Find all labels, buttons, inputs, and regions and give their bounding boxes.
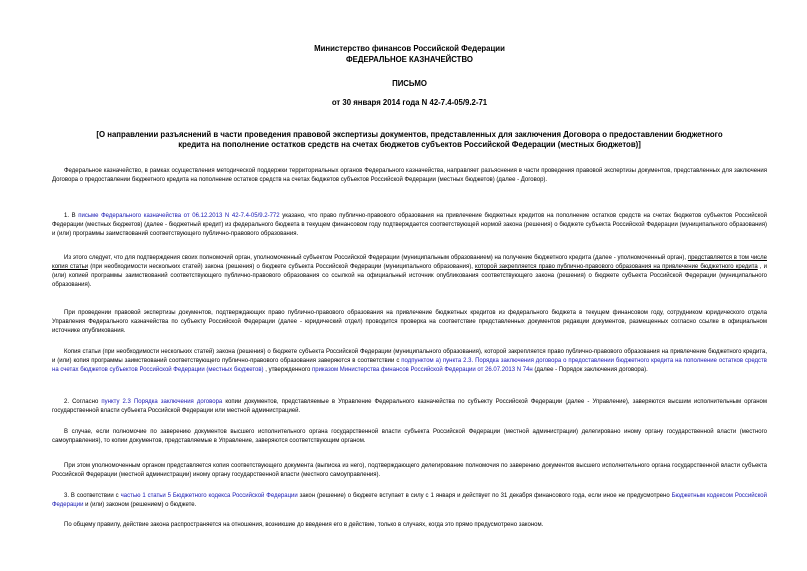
link-treasury-letter-2013[interactable]: письме Федерального казначейства от 06.12.2013 N 42-7.4-05/9.2-772 [78,213,280,219]
link-procedure-clause-2-3-a[interactable]: подпунктом а) пункта 2.3. Порядка заключения договора о предоставлении бюджетного кредита на пополнение остатков средств на счетах бюджетов субъектов Российской Федерации (местных бюджетов) [52,358,767,374]
agency-name: ФЕДЕРАЛЬНОЕ КАЗНАЧЕЙСТВО [346,55,473,64]
paragraph-5 [52,398,767,416]
paragraph-1-text-b: указано, что право публично-правового образования на привлечение бюджетных кредитов на пополнение остатков средств на счетах бюджетов субъектов Российской Федерации (местных бюджетов) (далее - бюджетный кредит) из федерального бюджета в текущем финансовом году подтверждается соответствующей нормой закона (решения) о бюджете субъекта Российской Федерации (муниципального образования) и (или) программы заимствований соответствующего публично-правового образования. [52,213,768,238]
paragraph-4-text-c: (далее - Порядок заключения договора). [532,367,648,374]
paragraph-1-text-a: 1. В [64,213,79,219]
link-budget-code-art-5[interactable]: частью 1 статьи 5 Бюджетного кодекса Российской Федерации [120,493,298,499]
underlined-right-fixed: которой закрепляется право публично-правового образования на привлечение бюджетного кредита [475,264,758,271]
paragraph-8-text-a: 3. В соответствии с [64,493,121,499]
document-title-line-2: кредита на пополнение остатков средств на счетах бюджетов субъектов Российской Федерации (местных бюджетов)] [178,140,641,149]
paragraph-7: При этом уполномоченным органом представляется копия соответствующего документа (выписка из него), подтверждающего делегирование полномочия по заверению документов высшего исполнительного органа государственной власти субъекта Российской Федерации (местной администрации) иному органу государственной власти (местного самоуправления). [52,463,767,479]
link-minfin-order-74n[interactable]: приказом Министерства финансов Российской Федерации от 26.07.2013 N 74н [311,367,533,374]
ministry-name: Министерство финансов Российской Федерации [314,44,505,53]
paragraph-intro: Федеральное казначейство, в рамках осуществления методической поддержки территориальных органов Федерального казначейства, направляет разъяснения в части проведения правовой экспертизы документов, представленных для заключения Договора о предоставлении бюджетного кредита на пополнение остатков средств на счетах бюджетов субъектов Российской Федерации (местных бюджетов) (далее - Договор). [52,168,767,184]
paragraph-3: При проведении правовой экспертизы документов, подтверждающих право публично-правового образования на привлечение бюджетных кредитов из федерального бюджета в текущем финансовом году, сотрудником юридического отдела Управления Федерального казначейства по субъекту Российской Федерации (далее - юридический отдел) проводится проверка на соответствие представленных документов редакции документов, размещенных согласно ссылке в официальном источнике опубликования. [52,310,767,335]
paragraph-2-text-a: Из этого следует, что для подтверждения своих полномочий орган, уполномоченный субъектом Российской Федерации (муниципальным образованием) на получение бюджетного кредита (далее - уполномоченный орган), [64,255,688,261]
paragraph-6: В случае, если полномочие по заверению документов высшего исполнительного органа государственной власти субъекта Российской Федерации (местной администрации) делегировано иному органу государственной власти (местного самоуправления), то копии документов, представляемые в Управление, заверяются соответствующим органом. [52,429,767,445]
paragraph-8-text-b: закон (решение) о бюджете вступает в силу с 1 января и действует по 31 декабря финансового года, если иное не предусмотрено [297,493,672,499]
paragraph-4-text-b: , утвержденного [263,367,312,374]
paragraph-2-text-b: (при необходимости нескольких статей) закона (решения) о бюджете субъекта Российской Федерации (муниципального образования), [88,264,476,271]
link-procedure-clause-2-3[interactable]: пункту 2.3 Порядка заключения договора [101,399,223,405]
paragraph-8 [52,492,767,510]
document-title [52,130,767,150]
document-title-line-1: [О направлении разъяснений в части проведения правовой экспертизы документов, представленных для заключения Договора о предоставлении бюджетного [96,130,723,139]
paragraph-5-text-a: 2. Согласно [64,399,102,405]
document-type: ПИСЬМО [392,79,427,88]
paragraph-9: По общему правилу, действие закона распространяется на отношения, возникшие до введения его в действие, только в случаях, когда это прямо предусмотрено законом. [64,522,544,528]
paragraph-5-text-b: копии документов, представляемые в Управление Федерального казначейства по субъекту Российской Федерации (далее - Управление), заверяются высшим исполнительным органом государственной власти субъекта Российской Федерации или местной администрацией. [52,399,767,415]
paragraph-2 [52,254,767,290]
paragraph-2-text-c: , и (или) копией программы заимствований соответствующего публично-правового образования со ссылкой на официальный источник опубликования соответствующего закона (решения) о бюджете субъекта Российской Федерации (муниципального образования). [52,264,767,289]
paragraph-4-text-a: Копия статьи (при необходимости нескольких статей) закона (решения) о бюджете субъекта Российской Федерации (муниципального образования), которой закрепляется право публично-правового образования на привлечение бюджетного кредита, и (или) копия программы заимствований соответствующего публично-правового образования заверяются в соответствии с [52,349,767,365]
document-date-number: от 30 января 2014 года N 42-7.4-05/9.2-71 [331,98,488,107]
paragraph-1 [52,212,767,239]
paragraph-8-text-c: и (или) законом (решением) о бюджете. [83,502,197,509]
paragraph-4 [52,348,767,375]
link-budget-code[interactable]: Бюджетным кодексом Российской Федерации [52,493,767,509]
underlined-article-copy: представляется в том числе копия статьи [52,255,768,271]
